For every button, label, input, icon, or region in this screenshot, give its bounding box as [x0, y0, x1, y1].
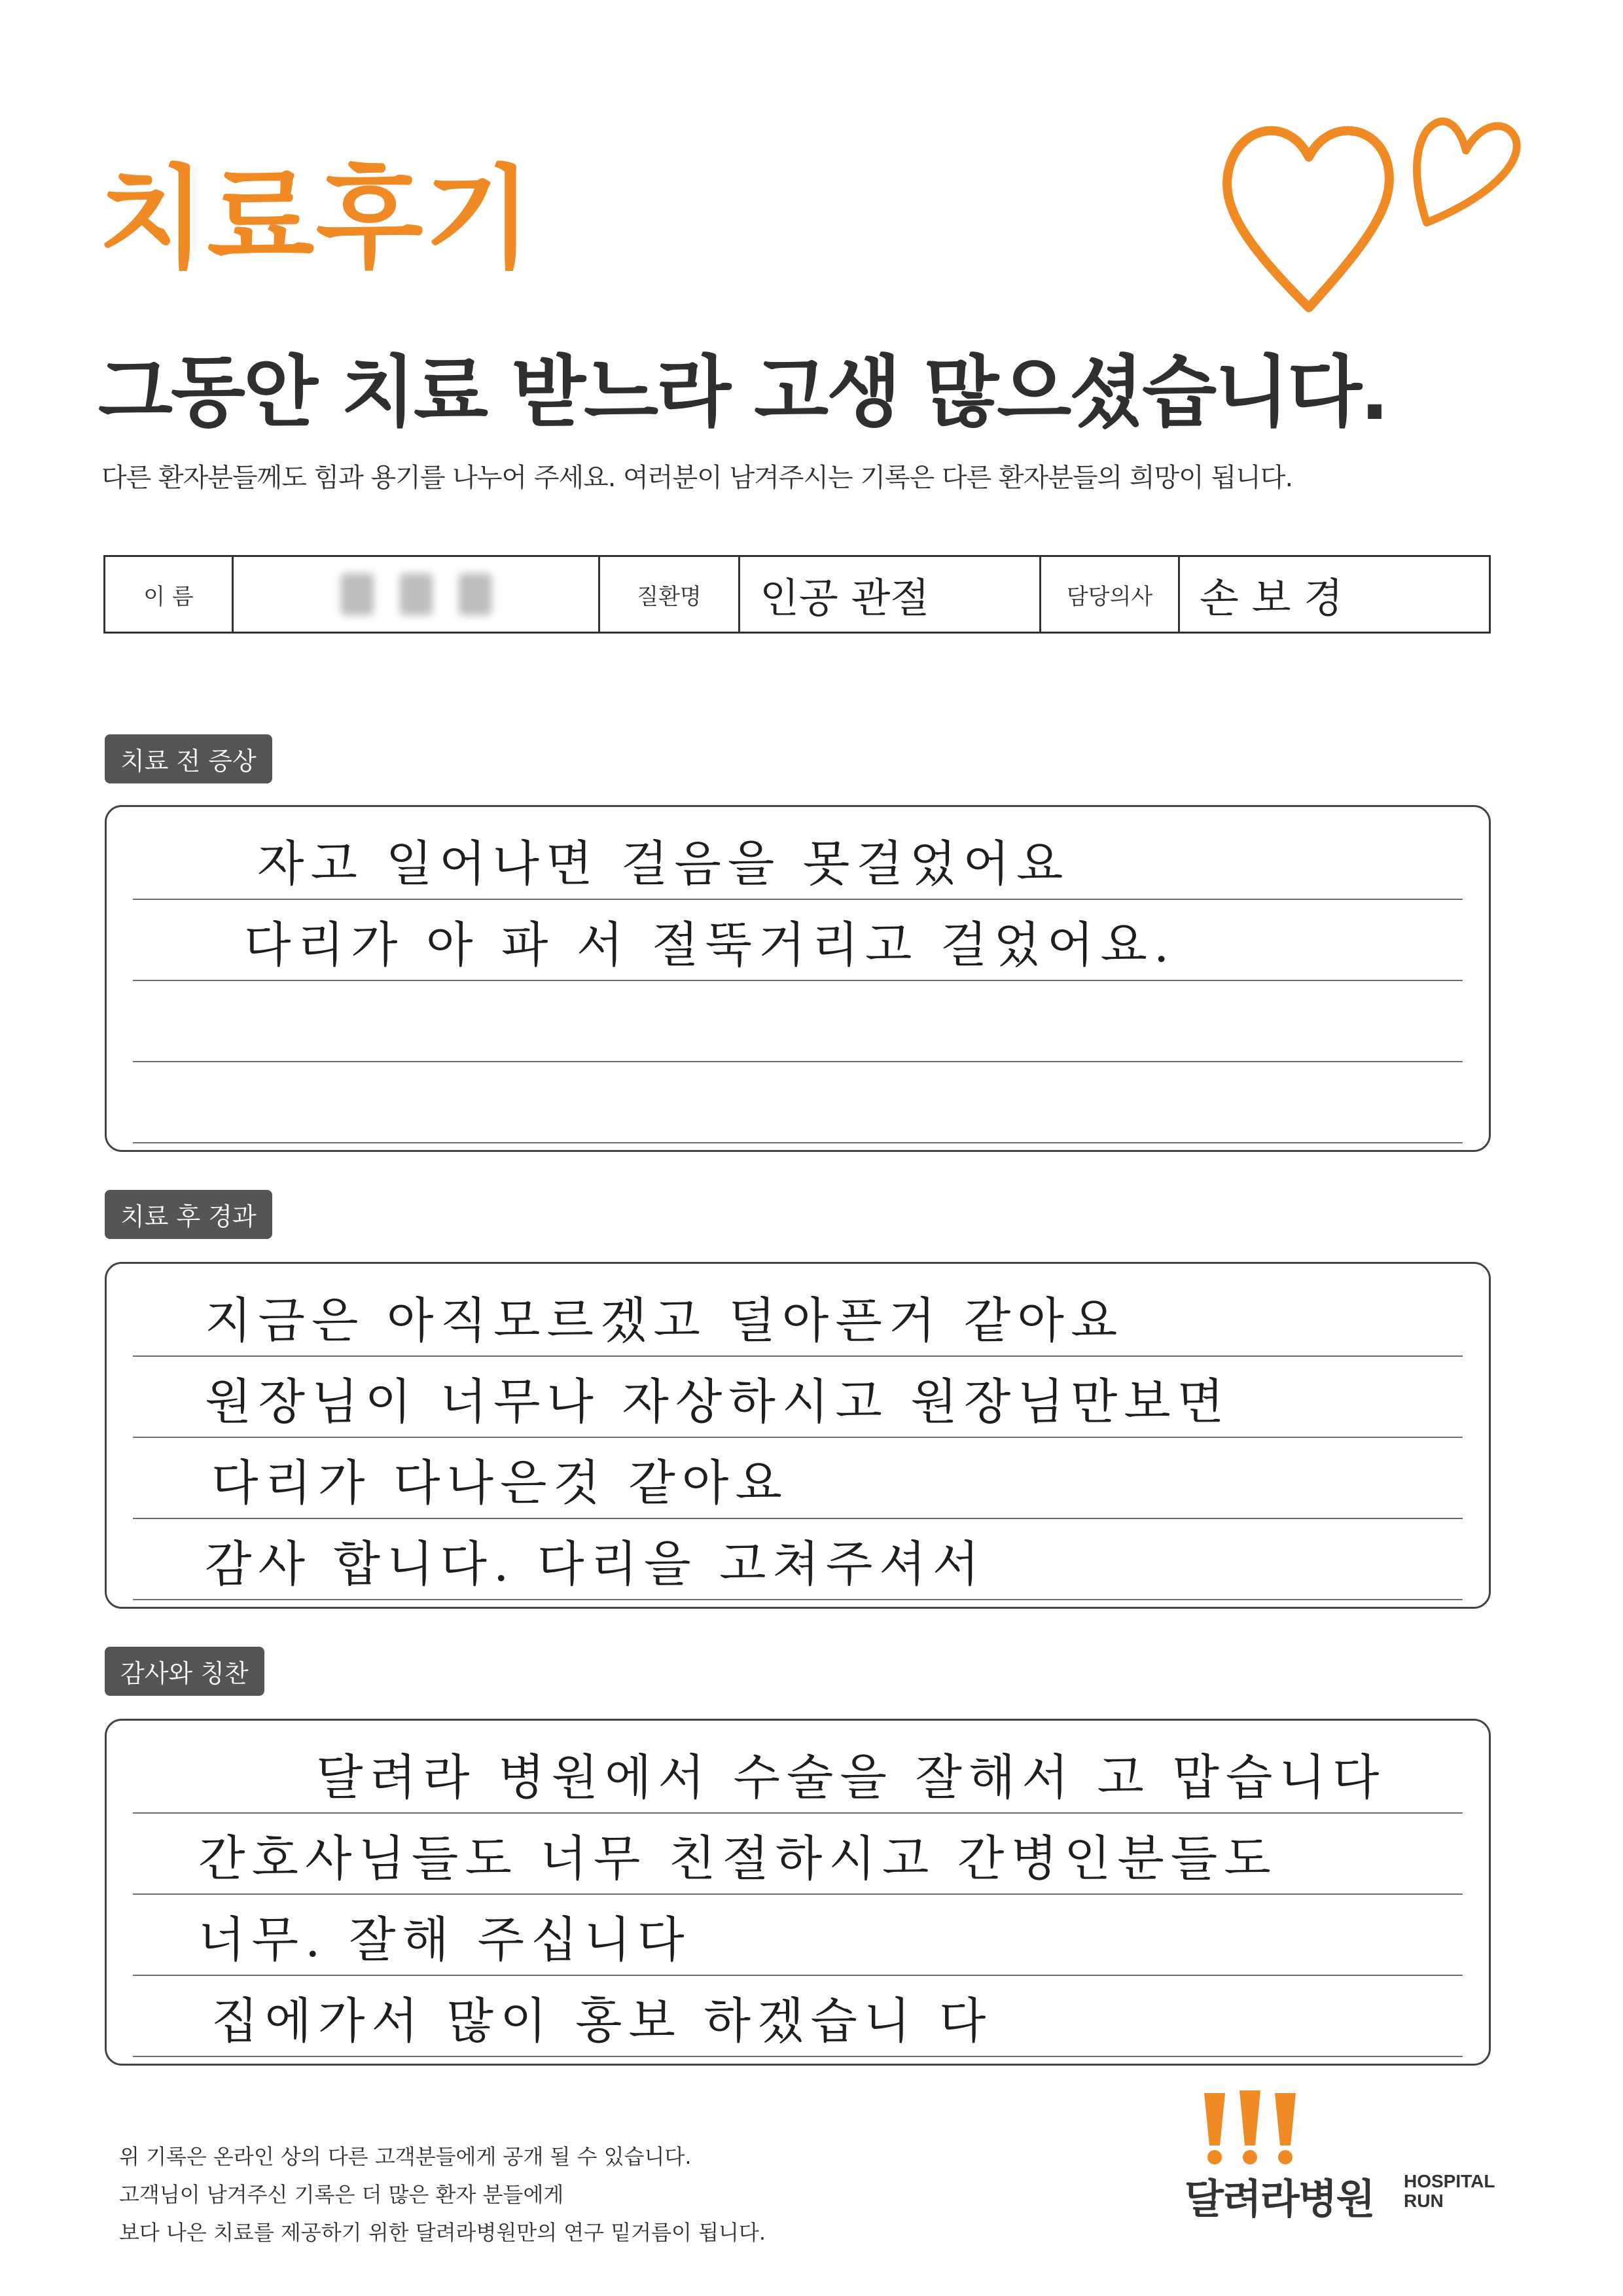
writing-line — [133, 1519, 1463, 1600]
section-box-thanks — [105, 1719, 1491, 2066]
handwritten-text: 간호사님들도 너무 친절하시고 간병인분들도 — [198, 1831, 1277, 1887]
writing-line — [133, 1438, 1463, 1519]
headline: 그동안 치료 받느라 고생 많으셨습니다. — [98, 347, 1387, 437]
writing-line — [133, 900, 1463, 981]
section-tag-before: 치료 전 증상 — [105, 734, 272, 783]
disease-value-cell — [740, 557, 1041, 632]
hospital-logo — [1185, 2088, 1512, 2238]
doctor-value: 손 보 경 — [1200, 573, 1344, 622]
handwritten-text: 집에가서 많이 홍보 하겠습니 다 — [211, 1993, 993, 2049]
writing-line — [133, 981, 1463, 1062]
subline: 다른 환자분들께도 힘과 용기를 나누어 주세요. 여러분이 남겨주시는 기록은 다른 환자분들의 희망이 됩니다. — [101, 463, 1293, 493]
writing-line — [133, 1814, 1463, 1895]
small-heart-icon — [1417, 122, 1517, 223]
logo-name: 달려라병원 — [1185, 2175, 1374, 2223]
writing-line — [133, 1276, 1463, 1357]
logo-en-line: RUN — [1404, 2191, 1444, 2211]
exclamation-marks-icon — [1185, 2088, 1315, 2166]
hearts-illustration — [1217, 98, 1531, 334]
writing-line — [133, 1732, 1463, 1814]
handwritten-text: 원장님이 너무나 자상하시고 원장님만보면 — [205, 1374, 1231, 1430]
writing-line — [133, 1357, 1463, 1438]
section-box-after — [105, 1262, 1491, 1609]
writing-line — [133, 1062, 1463, 1143]
doctor-value-cell — [1180, 557, 1489, 632]
disease-label: 질환명 — [637, 583, 702, 610]
section-tag-thanks: 감사와 칭찬 — [105, 1647, 264, 1696]
handwritten-text: 달려라 병원에서 수술을 잘해서 고 맙습니다 — [316, 1749, 1386, 1806]
notice-line: 보다 나은 치료를 제공하기 위한 달려라병원만의 연구 밑거름이 됩니다. — [119, 2220, 766, 2245]
logo-en-line: HOSPITAL — [1404, 2171, 1495, 2191]
section-tag-after: 치료 후 경과 — [105, 1190, 272, 1239]
name-label: 이 름 — [143, 583, 194, 610]
doctor-label: 담당의사 — [1066, 583, 1153, 610]
notice-line: 고객님이 남겨주신 기록은 더 많은 환자 분들에게 — [119, 2182, 564, 2207]
writing-line — [133, 1895, 1463, 1976]
disease-value: 인공 관절 — [760, 573, 930, 622]
name-value-cell — [234, 557, 600, 632]
handwritten-text: 감사 합니다. 다리을 고쳐주셔서 — [205, 1536, 986, 1592]
info-table — [103, 555, 1491, 634]
writing-line — [133, 819, 1463, 900]
handwritten-text: 지금은 아직모르겠고 덜아픈거 같아요 — [205, 1293, 1124, 1349]
handwritten-text: 너무. 잘해 주십니다 — [198, 1912, 691, 1968]
name-label-cell — [105, 557, 234, 632]
logo-english — [1404, 2172, 1495, 2211]
writing-line — [133, 1976, 1463, 2057]
handwritten-text: 다리가 다나은것 같아요 — [211, 1455, 789, 1511]
section-box-before — [105, 805, 1491, 1152]
notice-line: 위 기록은 온라인 상의 다른 고객분들에게 공개 될 수 있습니다. — [119, 2144, 692, 2169]
page-title: 치료후기 — [98, 154, 533, 284]
handwritten-text: 다리가 아 파 서 절뚝거리고 걸었어요. — [244, 917, 1176, 973]
doctor-label-cell — [1041, 557, 1180, 632]
privacy-notice — [119, 2138, 766, 2251]
large-heart-icon — [1227, 131, 1389, 308]
disease-label-cell — [600, 557, 740, 632]
handwritten-text: 자고 일어나면 걸음을 못걸었어요 — [257, 836, 1070, 892]
redacted-name — [341, 573, 491, 615]
